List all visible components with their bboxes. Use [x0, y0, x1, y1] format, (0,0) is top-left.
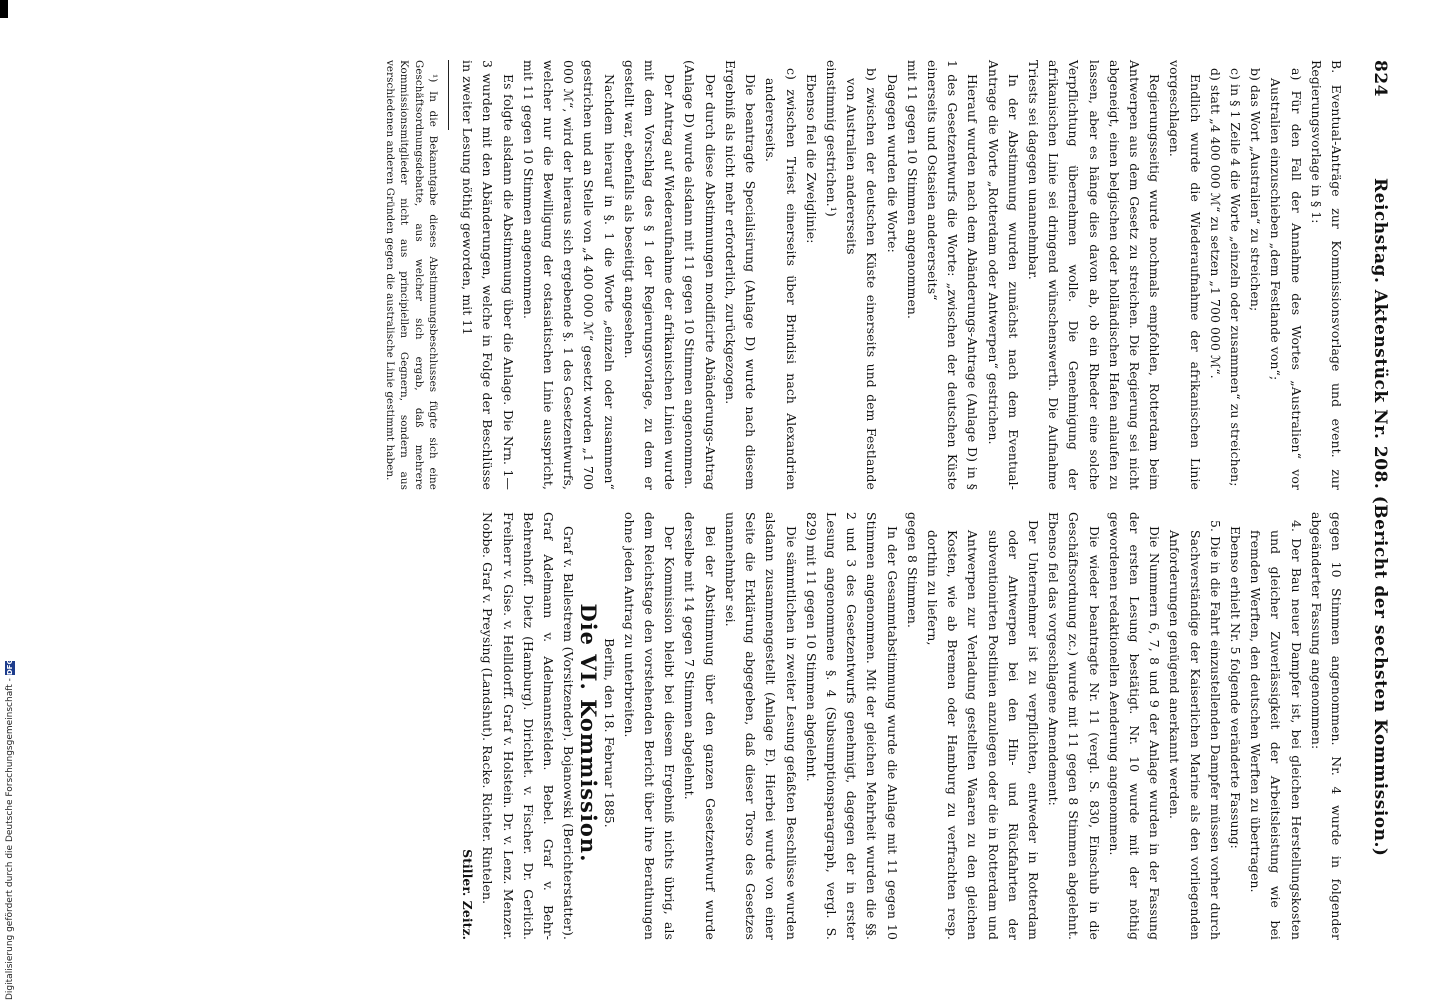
document-page: [352, 60, 1392, 940]
footnote-rule: [448, 60, 449, 130]
paragraph: c) zwischen Triest einerseits über Brindisi nach Alexandrien andererseits.: [763, 68, 799, 490]
paragraph: Regierungsseitig wurde nochmals empfohlen, Rotterdam beim Antwerpen aus dem Gesetz zu streichen. Die Regierung sei nicht abgeneigt, einen belgischen oder holländischen Hafen anlaufen zu lassen, aber es hänge dies davon ab, ob ein Rheder eine solche Verpflichtung übernehmen wolle. Die Genehmigung der afrikanischen Linie sei dringend wünschenswerth. Die Aufnahme Triests sei dagegen unannehmbar.: [1025, 60, 1163, 490]
paragraph: 4. Der Bau neuer Dampfer ist, bei gleichen Herstellungskosten und gleicher Zuverlässigkeit der Arbeitsleistung wie bei fremden Werften, den deutschen Werften zu übertragen.: [1248, 520, 1304, 940]
paragraph: einstimmig gestrichen.¹): [823, 60, 839, 217]
paragraph: Der Unternehmer ist zu verpflichten, entweder in Rotterdam oder Antwerpen bei den Hin- und Rückfahrten der subventionirten Postlinien anzulegen oder die in Rotterdam und Antwerpen zur Verladung gestellten Waaren zu den gleichen Kosten, wie ab Bremen oder Hamburg zu verfrachten resp. dorthin zu liefern,: [924, 520, 1041, 940]
right-column: [457, 512, 1346, 940]
paragraph: Ebenso erhielt Nr. 5 folgende veränderte Fassung:: [1227, 526, 1243, 849]
left-column: [382, 60, 1346, 490]
running-head: [1356, 60, 1392, 940]
paragraph: Der Antrag auf Wiederaufnahme der afrikanischen Linien wurde mit dem Vorschlag des § 1 der Regierungsvorlage, zu dem er gestellt war, ebenfalls als beseitigt angesehen.: [621, 60, 678, 490]
paragraph: Die sämmtlichen in zweiter Lesung gefaßten Beschlüsse wurden alsdann zusammengestellt (Anlage E). Hierbei wurde von einer Seite die Erklärung abgegeben, daß dieser Torso des Gesetzes unannehmbar sei.: [722, 512, 799, 940]
paragraph: b) das Wort „Australien“ zu streichen;: [1248, 68, 1264, 312]
page-number: 824: [1370, 60, 1390, 97]
footnote: ¹) In die Bekanntgabe dieses Abstimmungsbeschlusses fügte sich eine Geschäftsordnungsdebatte, aus welcher sich ergab, daß mehrere Kommissionsmitglieder nicht aus principiellen Gegnern, sondern aus verschiedenen anderen Gründen gegen die australische Linie gestimmt haben.: [383, 60, 440, 490]
paragraph: gegen 10 Stimmen angenommen. Nr. 4 wurde in folgender abgeänderter Fassung angenommen:: [1308, 512, 1344, 940]
paragraph: Die beantragte Specialisirung (Anlage D) wurde nach diesem Ergebniß als nicht mehr erforderlich, zurückgezogen.: [722, 60, 759, 490]
paragraph: c) in § 1 Zeile 4 die Worte „einzeln oder zusammen“ zu streichen;: [1227, 68, 1243, 487]
paragraph: Hierauf wurden nach dem Abänderungs-Antrage (Anlage D) in § 1 des Gesetzentwurfs die Worte: „zwischen der deutschen Küste einerseits und Ostasien andererseits“: [924, 60, 981, 490]
paragraph: Nachdem hierauf in §. 1 die Worte „einzeln oder zusammen“ gestrichen und an Stelle von „4 400 000 ℳ“ gesetzt worden „1 700 000 ℳ“, wird der hieraus sich ergebende §. 1 des Gesetzentwurfs, welcher nur die Bewilligung der ostasiatischen Linie ausspricht, mit 11 gegen 10 Stimmen angenommen.: [520, 60, 617, 490]
signers: Stiller. Zeitz.: [460, 849, 476, 940]
dfg-logo: DFG: [6, 658, 14, 676]
paragraph: Die Nummern 6, 7, 8 und 9 der Anlage wurden in der Fassung der ersten Lesung bestätigt. Nr. 10 wurde mit der nöthig gewordenen redaktionellen Aenderung angenommen.: [1106, 512, 1163, 940]
paragraph: Es folgte alsdann die Abstimmung über die Anlage. Die Nrn. 1—3 wurden mit den Abänderungen, welche in Folge der Beschlüsse in zweiter Lesung nöthig geworden, mit 11: [460, 60, 516, 490]
paragraph: Die wieder beantragte Nr. 11 (vergl. S. 830, Einschub in die Geschäftsordnung zc.) wurde mit 11 gegen 8 Stimmen abgelehnt. Ebenso fiel das vorgeschlagene Amendement:: [1046, 512, 1102, 940]
digitization-credit: [2, 600, 18, 1000]
scan-edge-bar: [0, 0, 8, 18]
paragraph: gegen 8 Stimmen.: [904, 512, 920, 629]
paragraph: Dagegen wurden die Worte:: [884, 74, 900, 253]
paragraph: Bei der Abstimmung über den ganzen Gesetzentwurf wurde derselbe mit 14 gegen 7 Stimmen abgelehnt.: [682, 512, 718, 940]
paragraph: In der Gesammtabstimmung wurde die Anlage mit 11 gegen 10 Stimmen angenommen. Mit der gleichen Mehrheit wurden die §§. 2 und 3 des Gesetzentwurfs genehmigt, dagegen der in erster Lesung angenommene §. 4 (Subsumptionsparagraph, vergl. S. 829) mit 11 gegen 10 Stimmen abgelehnt.: [803, 512, 900, 940]
paragraph: 5. Die in die Fahrt einzustellenden Dampfer müssen vorher durch Sachverständige der Kaiserlichen Marine als den vorliegenden Anforderungen genügend anerkannt werden.: [1167, 520, 1223, 940]
running-title: Reichstag. Aktenstück Nr. 208. (Bericht der sechsten Kommission.): [1370, 178, 1390, 857]
member-list: Graf v. Ballestrem (Vorsitzender). Bojanowski (Berichterstatter). Graf Adelmann v. Adelmannsfelden. Bebel. Graf v. Behr-Behrenhoff. Dietz (Hamburg). Dirichlet. v. Fischer. Dr. Gerlich. Freiherr v. Gise. v. Hellldorff. Graf v. Holstein. Dr. v. Lenz. Menzer. Nobbe. Graf v. Preysing (Landshut). Racke. Richter. Rintelen.: [480, 512, 577, 940]
paragraph: In der Abstimmung wurden zunächst nach dem Eventual-Antrage die Worte „Rotterdam oder Antwerpen“ gestrichen.: [985, 60, 1021, 490]
paragraph: Endlich wurde die Wiederaufnahme der afrikanischen Linie vorgeschlagen.: [1167, 60, 1203, 490]
paragraph: Der durch diese Abstimmungen modificirte Abänderungs-Antrag (Anlage D) wurde alsdann mit 11 gegen 10 Stimmen angenommen.: [682, 60, 718, 490]
paragraph: B. Eventual-Anträge zur Kommissionsvorlage und event. zur Regierungsvorlage in § 1:: [1308, 60, 1344, 490]
paragraph: b) zwischen der deutschen Küste einerseits und dem Festlande von Australien andererseits: [844, 68, 880, 490]
commission-title: Die VI. Kommission.: [576, 603, 602, 863]
paragraph: Ebenso fiel die Zweiglinie:: [803, 74, 819, 244]
paragraph: d) statt „4 400 000 ℳ“ zu setzen „1 700 000 ℳ“.: [1207, 68, 1223, 379]
paragraph: Der Kommission bleibt bei diesem Ergebniß nichts übrig, als dem Reichstage den vorstehenden Bericht über ihre Berathungen ohne jeden Antrag zu unterbreiten.: [621, 512, 678, 940]
paragraph: mit 11 gegen 10 Stimmen angenommen.: [904, 60, 920, 319]
date-line: Berlin, den 18. Februar 1885.: [601, 638, 617, 828]
paragraph: a) Für den Fall der Annahme des Wortes „Australien“ vor Australien einzuschieben „dem Festlande von“;: [1268, 68, 1304, 490]
credit-text: Digitalisierung gefördert durch die Deutsche Forschungsgemeinschaft -: [5, 678, 15, 1000]
